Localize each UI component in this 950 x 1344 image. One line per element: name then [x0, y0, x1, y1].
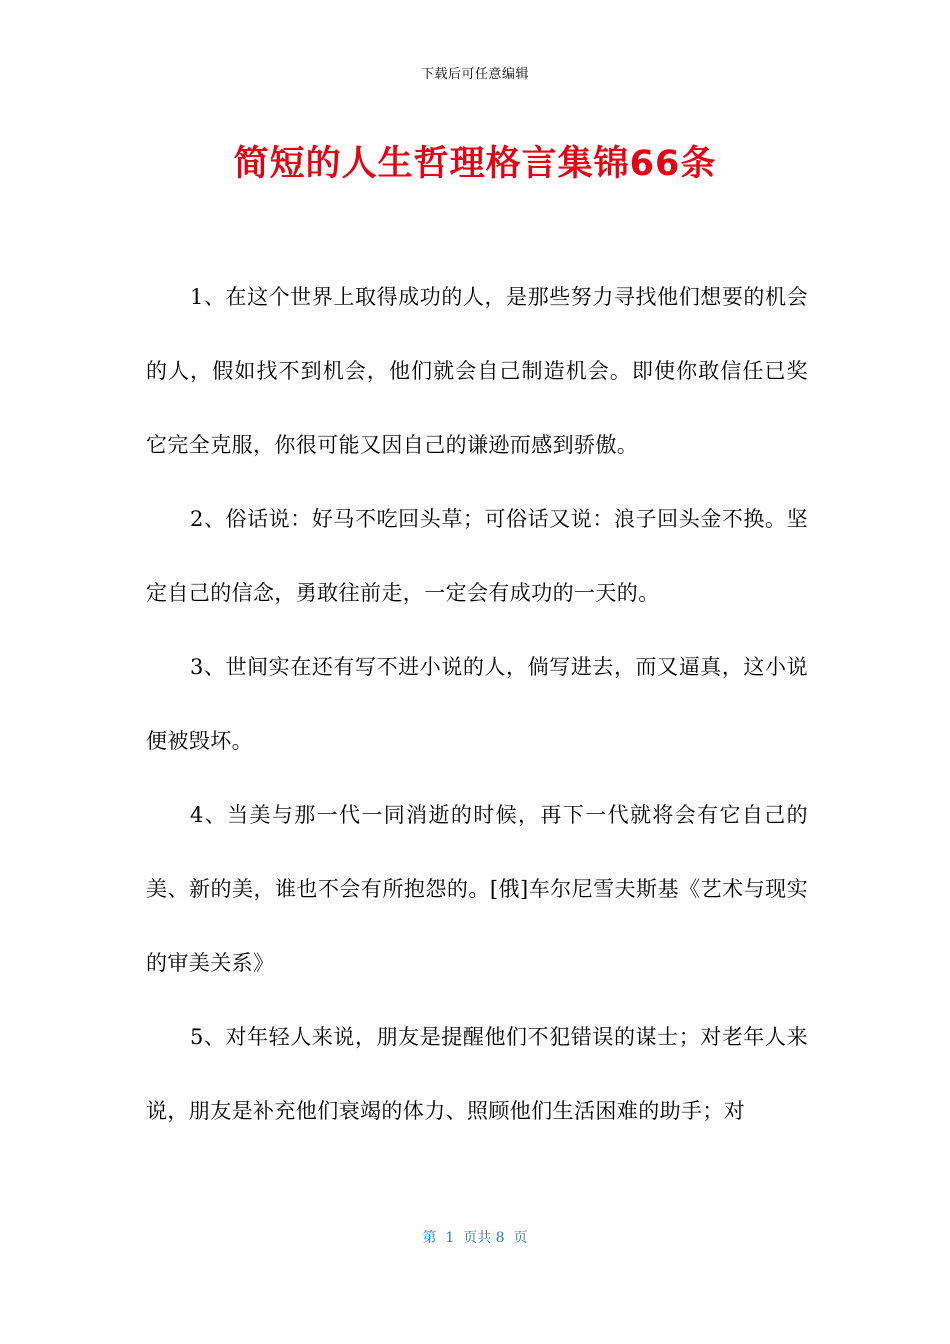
paragraph-5: 5、对年轻人来说，朋友是提醒他们不犯错误的谋士；对老年人来说，朋友是补充他们衰竭的体力、照顾他们生活困难的助手；对: [146, 1025, 808, 1123]
paragraph-2: 2、俗话说：好马不吃回头草；可俗话又说：浪子回头金不换。坚定自己的信念，勇敢往前走，一定会有成功的一天的。: [146, 507, 808, 605]
paragraph-4: 4、当美与那一代一同消逝的时候，再下一代就将会有它自己的美、新的美，谁也不会有所抱怨的。[俄]车尔尼雪夫斯基《艺术与现实的审美关系》: [146, 803, 808, 975]
paragraph-3: 3、世间实在还有写不进小说的人，倘写进去，而又逼真，这小说便被毁坏。: [146, 655, 808, 753]
document-title: 简短的人生哲理格言集锦66条: [233, 144, 717, 184]
paragraph-1: 1、在这个世界上取得成功的人，是那些努力寻找他们想要的机会的人，假如找不到机会，他们就会自己制造机会。即使你敢信任已奖它完全克服，你很可能又因自己的谦逊而感到骄傲。: [146, 285, 808, 457]
document-body: [146, 260, 808, 1148]
page-footer: 第 1 页共 8 页: [422, 1230, 528, 1246]
header-note: 下载后可任意编辑: [420, 67, 529, 82]
